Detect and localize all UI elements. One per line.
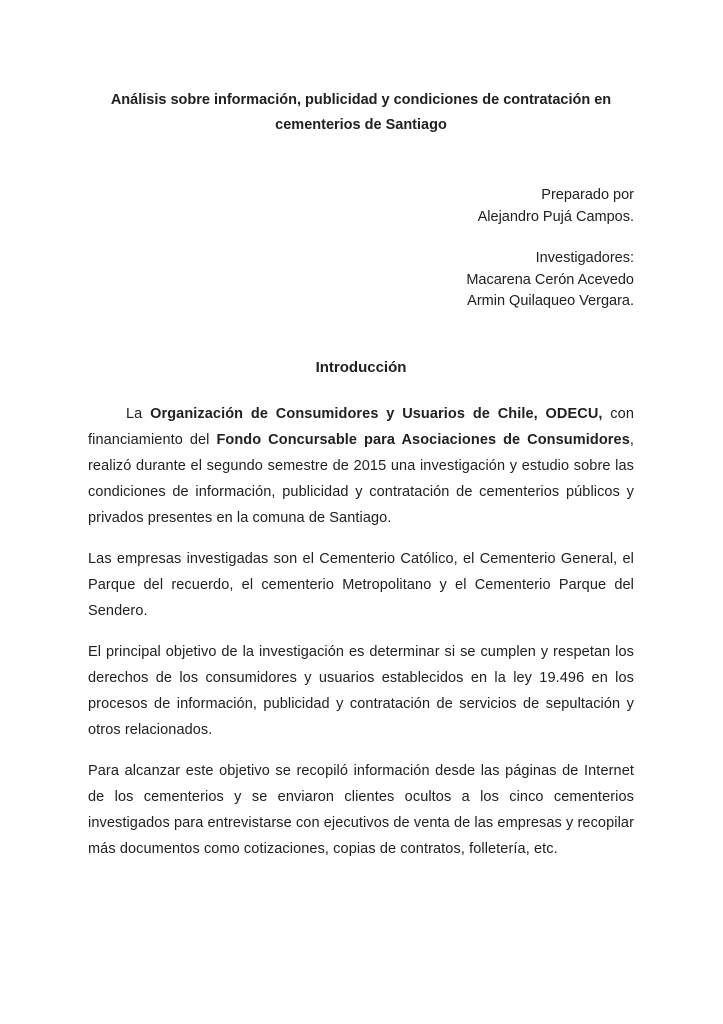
investigators-group [88,248,634,313]
body-paragraph: Para alcanzar este objetivo se recopiló información desde las páginas de Internet de los cementerios y se enviaron clientes ocultos a los cinco cementerios investigados para entrevistarse con ejecutivos de venta de las empresas y recopilar más documentos como cotizaciones, copias de contratos, folletería, etc. [88,762,634,857]
body-paragraph: Las empresas investigadas son el Cementerio Católico, el Cementerio General, el Parque del recuerdo, el cementerio Metropolitano y el Cementerio Parque del Sendero. [88,550,634,619]
document-body [88,401,634,862]
investigator-name: Armin Quilaqueo Vergara. [467,293,634,309]
section-heading-introduccion: Introducción [315,358,407,376]
investigator-name: Macarena Cerón Acevedo [466,271,634,288]
document-title-line: Análisis sobre información, publicidad y condiciones de contratación en [110,92,612,108]
document-title-line: cementerios de Santiago [275,117,447,133]
document-title [88,88,634,138]
prepared-by-group [88,185,634,228]
body-paragraph: La Organización de Consumidores y Usuarios de Chile, ODECU, con financiamiento del Fondo Concursable para Asociaciones de Consumidores, realizó durante el segundo semestre de 2015 una investigación y estudio sobre las condiciones de información, publicidad y contratación de cementerios públicos y privados presentes en la comuna de Santiago. [88,405,634,526]
investigators-label: Investigadores: [535,250,634,266]
body-paragraph: El principal objetivo de la investigación es determinar si se cumplen y respetan los derechos de los consumidores y usuarios establecidos en la ley 19.496 en los procesos de información, publicidad y contratación de servicios de sepultación y otros relacionados. [88,643,634,738]
byline-block [88,185,634,313]
prepared-by-name: Alejandro Pujá Campos. [477,208,634,225]
prepared-by-label: Preparado por [541,187,634,203]
